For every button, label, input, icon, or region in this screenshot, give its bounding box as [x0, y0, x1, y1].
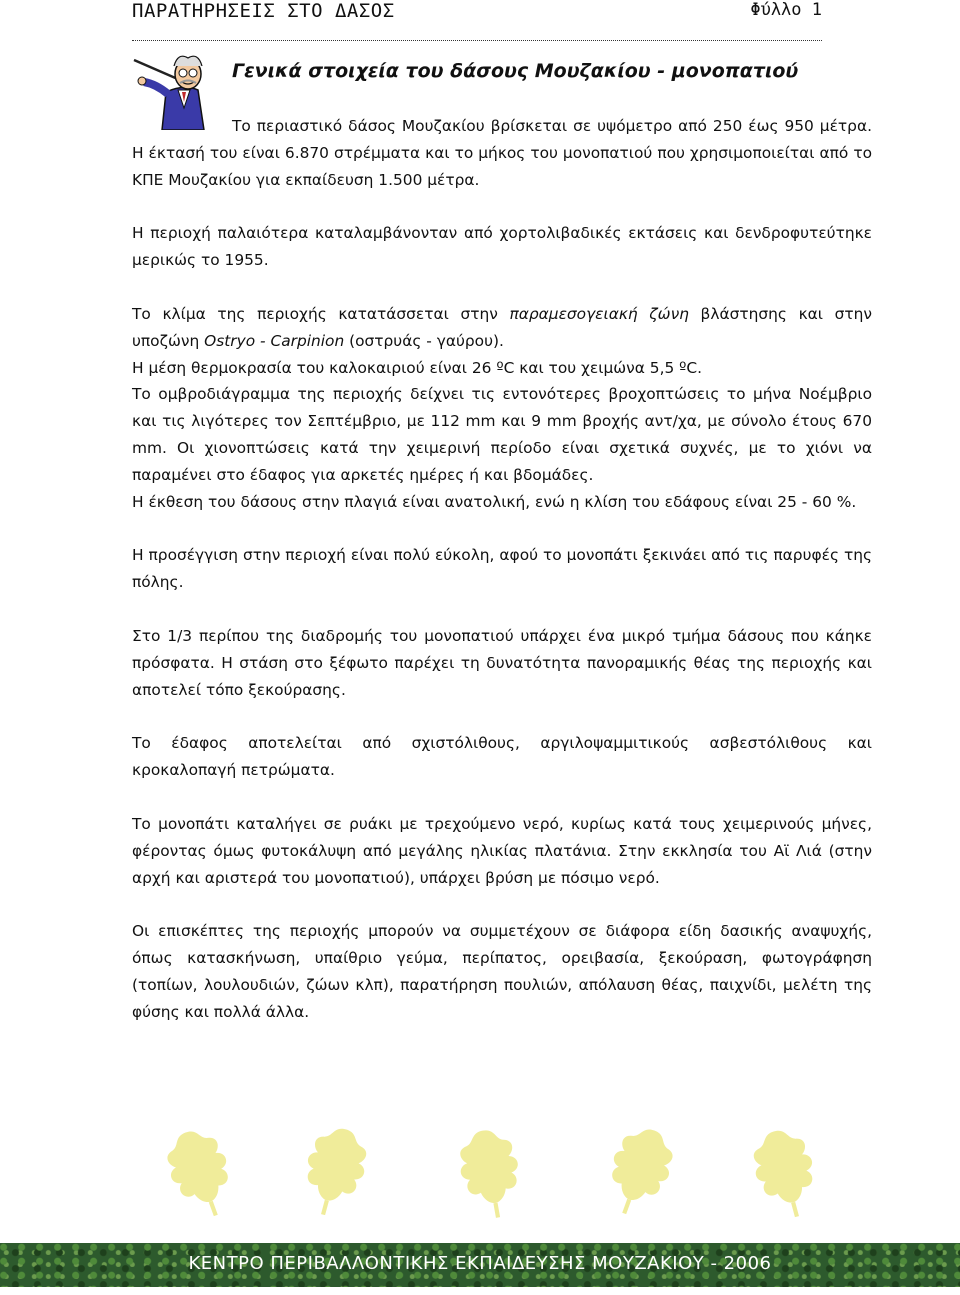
paragraph: Το ομβροδιάγραμμα της περιοχής δείχνει τις εντονότερες βροχοπτώσεις το μήνα Νοέμβριο και τις λιγότερες τον Σεπτέμβριο, με 112 mm και 9 mm βροχής αντ/χα, με σύνολο έτους 670 mm. Οι χιονοπτώσεις κατά την χειμερινή περίοδο είναι σχετικά συχνές, με το χιόνι να παραμένει στο έδαφος για αρκετές ημέρες ή και βδομάδες.	[132, 385, 872, 484]
paragraph: Η προσέγγιση στην περιοχή είναι πολύ εύκολη, αφού το μονοπάτι ξεκινάει από τις παρυφές της πόλης.	[132, 546, 872, 592]
paragraph: Το περιαστικό δάσος Μουζακίου βρίσκεται σε υψόμετρο από 250 έως 950 μέτρα. Η έκτασή του είναι 6.870 στρέμματα και το μήκος του μονοπατιού που χρησιμοποιείται από το ΚΠΕ Μουζακίου για εκπαίδευση 1.500 μέτρα.	[132, 117, 872, 189]
document-body	[132, 113, 872, 1026]
oak-leaf-icon	[746, 1124, 825, 1224]
oak-leaf-icon	[160, 1123, 243, 1225]
oak-leaf-icon	[597, 1121, 681, 1224]
paragraph: Οι επισκέπτες της περιοχής μπορούν να συμμετέχουν σε διάφορα είδη δασικής αναψυχής, όπως κατασκήνωση, υπαίθριο γεύμα, περίπατος, ορειβασία, ξεκούραση, φωτογράφηση (τοπίων, λουλουδιών, ζώων κλπ), παρατήρηση πουλιών, απόλαυση θέας, παιχνίδι, μελέτη της φύσης και πολλά άλλα.	[132, 922, 872, 1021]
oak-leaf-icon	[295, 1122, 374, 1222]
page-header	[0, 0, 960, 48]
section-title: Γενικά στοιχεία του δάσους Μουζακίου - μονοπατιού	[232, 60, 799, 82]
emphasis: Ostryo - Carpinion	[204, 331, 345, 350]
oak-leaf-icon	[454, 1126, 526, 1223]
paragraph: Το κλίμα της περιοχής κατατάσσεται στην παραμεσογειακή ζώνη βλάστησης και στην υποζώνη Ostryo - Carpinion (οστρυάς - γαύρου).	[132, 304, 872, 350]
paragraph: Η περιοχή παλαιότερα καταλαμβάνονταν από χορτολιβαδικές εκτάσεις και δενδροφυτεύτηκε μερικώς το 1955.	[132, 224, 872, 270]
paragraph: Η μέση θερμοκρασία του καλοκαιριού είναι 26 ºC και του χειμώνα 5,5 ºC.	[132, 358, 703, 377]
paragraph: Η έκθεση του δάσους στην πλαγιά είναι ανατολική, ενώ η κλίση του εδάφους είναι 25 - 60 %.	[132, 492, 857, 511]
header-divider	[132, 40, 822, 41]
paragraph: Στο 1/3 περίπου της διαδρομής του μονοπατιού υπάρχει ένα μικρό τμήμα δάσους που κάηκε πρόσφατα. Η στάση στο ξέφωτο παρέχει τη δυνατότητα πανοραμικής θέας της περιοχής και αποτελεί τόπο ξεκούρασης.	[132, 626, 872, 699]
paragraph: Το μονοπάτι καταλήγει σε ρυάκι με τρεχούμενο νερό, κυρίως κατά τους χειμερινούς μήνες, φέροντας όμως φυτοκάλυψη από μεγάλης ηλικίας πλατάνια. Στην εκκλησία του Αϊ Λιά (στην αρχή και αριστερά του μονοπατιού), υπάρχει βρύση με πόσιμο νερό.	[132, 814, 872, 887]
sheet-number: Φύλλο 1	[750, 0, 822, 20]
emphasis: παραμεσογειακή ζώνη	[509, 304, 689, 323]
oak-leaves-decoration	[160, 1120, 840, 1225]
footer-text: ΚΕΝΤΡΟ ΠΕΡΙΒΑΛΛΟΝΤΙΚΗΣ ΕΚΠΑΙΔΕΥΣΗΣ ΜΟΥΖΑΚΙΟΥ - 2006	[188, 1253, 772, 1274]
page-footer	[0, 1243, 960, 1287]
paragraph: Το έδαφος αποτελείται από σχιστόλιθους, αργιλοψαμμιτικούς ασβεστόλιθους και κροκαλοπαγή πετρώματα.	[132, 734, 872, 780]
header-title: ΠΑΡΑΤΗΡΗΣΕΙΣ ΣΤΟ ΔΑΣΟΣ	[132, 0, 395, 22]
